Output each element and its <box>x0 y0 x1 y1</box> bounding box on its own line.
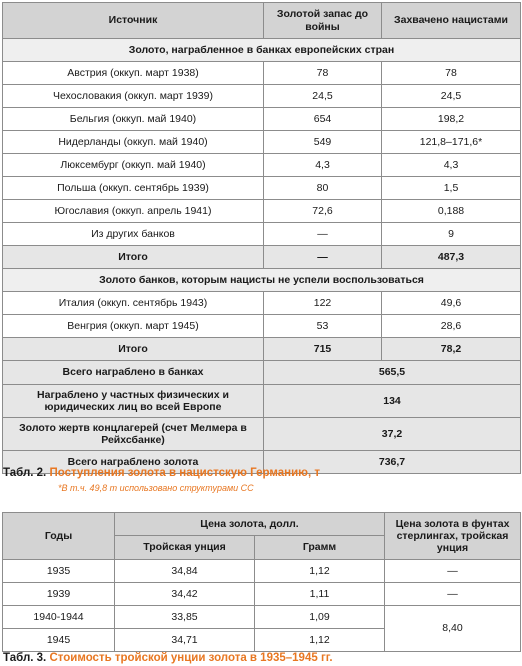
summary-row: Всего награблено в банках 565,5 <box>3 361 521 385</box>
table-row: 1939 34,42 1,11 — <box>3 583 521 606</box>
summary-row: Награблено у частных физических и юридических лиц во всей Европе 134 <box>3 385 521 418</box>
gold-inflow-table <box>2 2 521 474</box>
summary-row: Золото жертв концлагерей (счет Мелмера в Рейхсбанке) 37,2 <box>3 418 521 451</box>
summary-row: Всего награблено золота 736,7 <box>3 451 521 474</box>
table3-caption <box>3 652 333 664</box>
table-row: Бельгия (оккуп. май 1940) 654 198,2 <box>3 108 521 131</box>
table-row: Люксембург (оккуп. май 1940) 4,3 4,3 <box>3 154 521 177</box>
table-row: Югославия (оккуп. апрель 1941) 72,6 0,188 <box>3 200 521 223</box>
gold-price-table <box>2 512 521 652</box>
table-row: 1935 34,84 1,12 — <box>3 560 521 583</box>
table-row: Польша (оккуп. сентябрь 1939) 80 1,5 <box>3 177 521 200</box>
table-row: Австрия (оккуп. март 1938) 78 78 <box>3 62 521 85</box>
header-troy-ounce: Тройская унция <box>115 536 255 560</box>
table3-caption-number: Табл. 3. <box>3 652 47 664</box>
table2-caption <box>3 467 320 479</box>
header-price-usd: Цена золота, долл. <box>115 513 385 536</box>
table-row: Италия (оккуп. сентябрь 1943) 122 49,6 <box>3 292 521 315</box>
header-years: Годы <box>3 513 115 560</box>
header-price-gbp: Цена золота в фунтах стерлингах, тройская унция <box>385 513 521 560</box>
table-row: Нидерланды (оккуп. май 1940) 549 121,8–171,6* <box>3 131 521 154</box>
total-row: Итого 715 78,2 <box>3 338 521 361</box>
header-prewar-reserve: Золотой запас до войны <box>264 3 382 39</box>
section-title-unused-banks: Золото банков, которым нацисты не успели воспользоваться <box>3 269 521 292</box>
table2-caption-title: Поступления золота в нацистскую Германию, т <box>49 467 321 479</box>
total-row: Итого — 487,3 <box>3 246 521 269</box>
table2-caption-number: Табл. 2. <box>3 467 47 479</box>
table-row: 1940-1944 33,85 1,09 8,40 <box>3 606 521 629</box>
header-gram: Грамм <box>255 536 385 560</box>
table3-caption-title: Стоимость тройской унции золота в 1935–1945 гг. <box>49 652 333 664</box>
table-row: Венгрия (оккуп. март 1945) 53 28,6 <box>3 315 521 338</box>
header-captured: Захвачено нацистами <box>382 3 521 39</box>
table-row: 1945 34,71 1,12 <box>3 629 521 652</box>
table-row: Чехословакия (оккуп. март 1939) 24,5 24,5 <box>3 85 521 108</box>
header-source: Источник <box>3 3 264 39</box>
section-title-looted-banks: Золото, награбленное в банках европейских стран <box>3 39 521 62</box>
table-row: Из других банков — 9 <box>3 223 521 246</box>
table2-footnote: *В т.ч. 49,8 т использовано структурами СС <box>58 483 254 493</box>
